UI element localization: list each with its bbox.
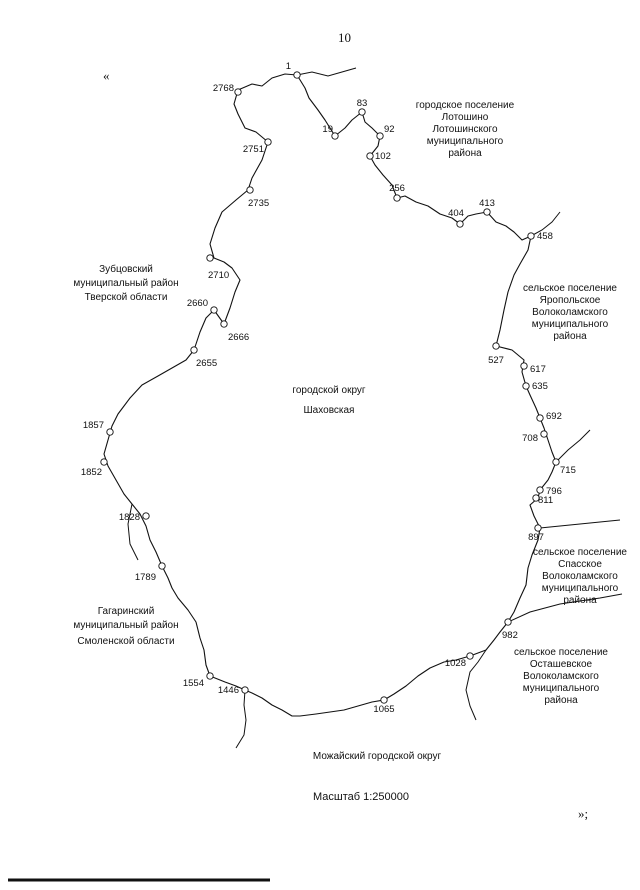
ostashevo-line3: Волоколамского (523, 671, 599, 682)
point-label-1028: 1028 (444, 658, 466, 669)
boundary-point-1828 (143, 513, 149, 519)
point-label-635: 635 (532, 381, 548, 392)
point-label-1857: 1857 (82, 420, 104, 431)
point-label-982: 982 (502, 630, 518, 641)
point-label-2751: 2751 (242, 144, 264, 155)
point-label-527: 527 (488, 355, 504, 366)
boundary-point-617 (521, 363, 527, 369)
gagarin-line2: муниципальный район (73, 620, 179, 631)
boundary-point-897 (535, 525, 541, 531)
point-label-1789: 1789 (134, 572, 156, 583)
lotoshino-line3: Лотошинского (432, 124, 498, 135)
gagarin-line1: Гагаринский (97, 606, 155, 617)
point-label-1828: 1828 (118, 512, 140, 523)
point-label-1446: 1446 (217, 685, 239, 696)
boundary-point-458 (528, 233, 534, 239)
point-label-708: 708 (522, 433, 538, 444)
lotoshino-line2: Лотошино (441, 112, 489, 123)
boundary-point-256 (394, 195, 400, 201)
scale-label: Масштаб 1:250000 (313, 791, 409, 803)
center-label-line2: Шаховская (303, 405, 355, 416)
zubtsov-line2: муниципальный район (73, 278, 179, 289)
yaropolets-line5: района (553, 331, 587, 342)
spasskoe-line3: Волоколамского (542, 571, 618, 582)
boundary-point-2710 (207, 255, 213, 261)
point-label-2768: 2768 (212, 83, 234, 94)
point-label-1: 1 (285, 61, 291, 72)
boundary-point-1554 (207, 673, 213, 679)
boundary-point-715 (553, 459, 559, 465)
point-label-256: 256 (389, 183, 405, 194)
boundary-point-92 (377, 133, 383, 139)
point-label-1065: 1065 (373, 704, 395, 715)
closing-quote: »; (578, 806, 589, 821)
boundary-point-1446 (242, 687, 248, 693)
boundary-point-1065 (381, 697, 387, 703)
boundary-point-413 (484, 209, 490, 215)
point-label-811: 811 (538, 495, 554, 506)
point-label-83: 83 (356, 98, 368, 109)
zubtsov-line3: Тверской области (84, 292, 168, 303)
boundary-point-2735 (247, 187, 253, 193)
point-label-1554: 1554 (182, 678, 204, 689)
spasskoe-line1: сельское поселение (533, 547, 627, 558)
boundary-point-527 (493, 343, 499, 349)
point-label-92: 92 (384, 124, 395, 135)
boundary-point-982 (505, 619, 511, 625)
boundary-point-2768 (235, 89, 241, 95)
yaropolets-line1: сельское поселение (523, 283, 617, 294)
mozhaisk-label: Можайский городской округ (312, 751, 442, 762)
yaropolets-line2: Яропольское (539, 295, 601, 306)
point-label-2655: 2655 (196, 358, 218, 369)
boundary-point-1028 (467, 653, 473, 659)
point-label-404: 404 (448, 208, 464, 219)
boundary-point-404 (457, 221, 463, 227)
yaropolets-line4: муниципального (531, 319, 609, 330)
point-label-2710: 2710 (208, 270, 230, 281)
spasskoe-line4: муниципального (541, 583, 619, 594)
point-label-796: 796 (546, 486, 562, 497)
point-label-1852: 1852 (80, 467, 102, 478)
center-label-line1: городской округ (292, 385, 366, 396)
boundary-point-635 (523, 383, 529, 389)
point-label-715: 715 (560, 465, 576, 476)
boundary-point-102 (367, 153, 373, 159)
boundary-point-2655 (191, 347, 197, 353)
lotoshino-line1: городское поселение (415, 100, 515, 111)
zubtsov-line1: Зубцовский (99, 264, 153, 275)
boundary-point-1852 (101, 459, 107, 465)
boundary-point-1789 (159, 563, 165, 569)
point-label-897: 897 (528, 532, 544, 543)
boundary-point-1 (294, 72, 300, 78)
spasskoe-line5: района (563, 595, 597, 606)
opening-quote: « (103, 68, 110, 83)
point-label-458: 458 (537, 231, 553, 242)
point-label-19: 19 (322, 124, 333, 135)
boundary-point-2751 (265, 139, 271, 145)
ostashevo-line2: Осташевское (529, 659, 593, 670)
boundary-point-692 (537, 415, 543, 421)
boundary-point-2666 (221, 321, 227, 327)
ostashevo-line1: сельское поселение (514, 647, 608, 658)
point-label-617: 617 (530, 364, 546, 375)
point-label-2666: 2666 (228, 332, 250, 343)
point-label-2735: 2735 (248, 198, 270, 209)
ostashevo-line4: муниципального (522, 683, 600, 694)
point-label-102: 102 (375, 151, 391, 162)
ostashevo-line5: района (544, 695, 578, 706)
point-label-413: 413 (479, 198, 495, 209)
boundary-point-796 (537, 487, 543, 493)
boundary-point-708 (541, 431, 547, 437)
area-labels (73, 100, 627, 803)
yaropolets-line3: Волоколамского (532, 307, 608, 318)
point-label-2660: 2660 (186, 298, 208, 309)
boundary-point-2660 (211, 307, 217, 313)
gagarin-line3: Смоленской области (77, 636, 175, 647)
lotoshino-line4: муниципального (426, 136, 504, 147)
point-label-692: 692 (546, 411, 562, 422)
page-number: 10 (338, 30, 351, 45)
boundary-point-83 (359, 109, 365, 115)
lotoshino-line5: района (448, 148, 482, 159)
spasskoe-line2: Спасское (558, 559, 602, 570)
boundary-point-1857 (107, 429, 113, 435)
